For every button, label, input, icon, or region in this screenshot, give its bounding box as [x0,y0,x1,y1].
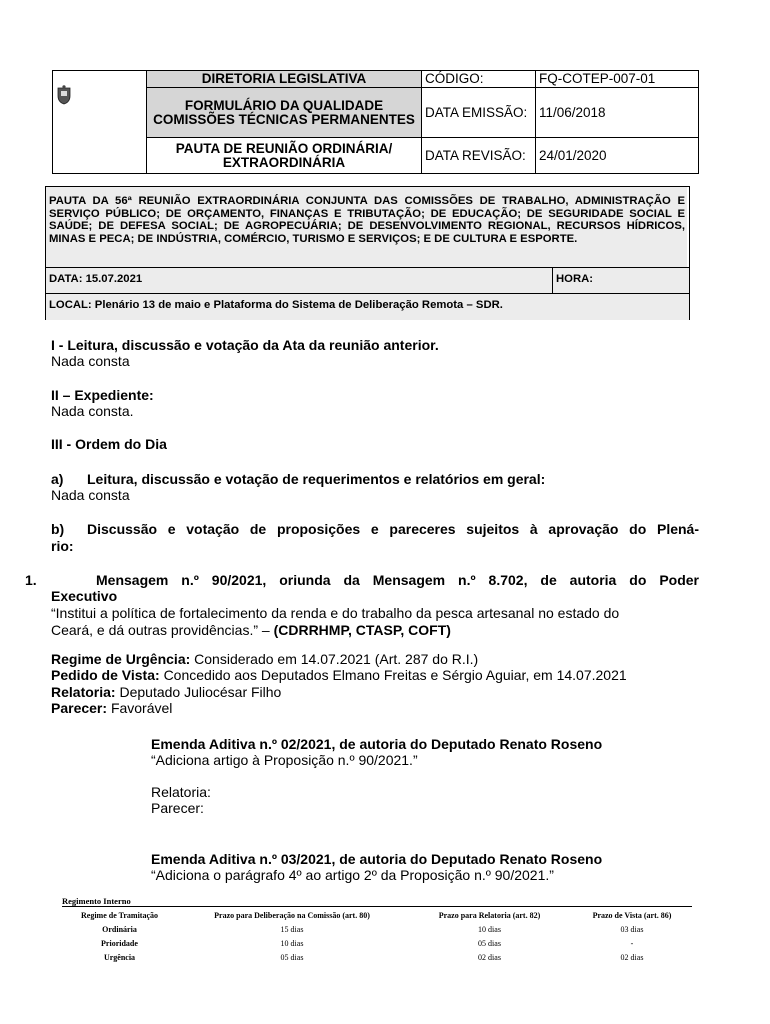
regime-line [51,651,478,667]
item-1-desc: “Institui a política de fortalecimento da renda e do trabalho da pesca artesanal no estado do [51,605,620,621]
item-1-desc-end: Ceará, e dá outras providências.” – [51,622,270,638]
agenda-title: PAUTA DA 56ª REUNIÃO EXTRAORDINÁRIA CONJUNTA DAS COMISSÕES DE TRABALHO, ADMINISTRAÇÃO E SERVIÇO PÚBLICO; DE ORÇAMENTO, FINANÇAS E TRIBUTAÇÃO; DE EDUCAÇÃO; DE SEGURIDADE SOCIAL E SAÚDE; DE DEFESA SOCIAL; DE AGROPECUÁRIA; DE DESENVOLVIMENTO REGIONAL, RECURSOS HÍDRICOS, MINAS E PECA; DE INDÚSTRIA, COMÉRCIO, TURISMO E SERVIÇOS; E DE CULTURA E ESPORTE. [46,187,687,267]
revisao-value: 24/01/2020 [536,138,699,174]
regime-value: Considerado em 14.07.2021 (Art. 287 do R.I.) [194,651,479,667]
regime-label: Regime de Urgência: [51,651,191,667]
section-1-text: Nada consta [51,353,130,369]
form-title: FORMULÁRIO DA QUALIDADE COMISSÕES TÉCNICAS PERMANENTES [147,88,422,138]
item-1-title: Mensagem n.º 90/2021, oriunda da Mensagem n.º 8.702, de autoria do Poder [96,572,699,588]
table-cell: 02 dias [478,952,501,962]
vista-line [51,667,627,683]
item-1-title-cont: Executivo [51,588,118,604]
section-1-title: I - Leitura, discussão e votação da Ata da reunião anterior. [51,337,439,353]
table-row [62,936,692,950]
regimento-header: Prazo para Relatoria (art. 82) [438,910,541,920]
date-row [46,267,689,294]
amendment-1-text: “Adiciona artigo à Proposição n.º 90/2021.” [151,752,418,768]
amendment-1-parecer: Parecer: [151,800,204,816]
regimento-table [62,908,692,964]
table-cell: 10 dias [280,938,304,948]
amendment-1-relatoria: Relatoria: [151,784,211,800]
emblem-icon [56,85,72,105]
section-2-title: II – Expediente: [51,387,154,403]
regime-name: Urgência [103,952,136,962]
vista-label: Pedido de Vista: [51,667,160,683]
parecer-value: Favorável [110,700,173,716]
regimento-header: Prazo de Vista (art. 86) [592,910,672,920]
regime-name: Ordinária [102,924,137,934]
row-divider [552,268,553,294]
table-row [62,922,692,936]
item-a-text: Nada consta [51,487,130,503]
header-table [52,70,699,174]
item-b-title-cont: rio: [51,538,74,554]
table-cell: 02 dias [620,952,644,962]
agenda-box [45,186,690,320]
relatoria-label: Relatoria: [51,684,116,700]
regime-name: Prioridade [101,938,138,948]
codigo-value: FQ-COTEP-007-01 [536,71,699,88]
parecer-label: Parecer: [51,700,108,716]
emissao-label: DATA EMISSÃO: [422,88,536,138]
regimento-header: Prazo para Deliberação na Comissão (art. 80) [214,910,370,920]
item-a-title: Leitura, discussão e votação de requerimentos e relatórios em geral: [87,471,546,487]
table-cell: 03 dias [620,924,644,934]
codigo-label: CÓDIGO: [422,71,536,88]
item-b-title: Discussão e votação de proposições e pareceres sujeitos à aprovação do Plená- [87,521,699,537]
table-cell: 05 dias [280,952,304,962]
regimento-header-row [62,908,692,922]
agenda-hour: HORA: [556,273,594,285]
regimento-header: Regime de Tramitação [80,910,158,920]
parecer-line [51,700,172,716]
item-1-commissions: (CDRRHMP, CTASP, COFT) [273,622,451,638]
regimento-divider [62,906,692,907]
table-row [62,950,692,964]
agenda-local: LOCAL: Plenário 13 de maio e Plataforma do Sistema de Deliberação Remota – SDR. [49,299,503,311]
item-1-number: 1. [25,572,37,588]
local-row [46,293,689,320]
item-1-desc-cont [51,622,451,638]
amendment-2-text: “Adiciona o parágrafo 4º ao artigo 2º da Proposição n.º 90/2021.” [151,867,554,883]
relatoria-value: Deputado Juliocésar Filho [119,684,282,700]
revisao-label: DATA REVISÃO: [422,138,536,174]
table-cell: - [630,938,634,948]
doc-title: PAUTA DE REUNIÃO ORDINÁRIA/ EXTRAORDINÁRIA [147,138,422,174]
table-cell: 15 dias [280,924,304,934]
agenda-date: DATA: 15.07.2021 [49,273,143,285]
emissao-value: 11/06/2018 [536,88,699,138]
table-cell: 05 dias [478,938,501,948]
item-b-letter: b) [51,521,65,537]
relatoria-line [51,684,281,700]
vista-value: Concedido aos Deputados Elmano Freitas e Sérgio Aguiar, em 14.07.2021 [163,667,627,683]
table-cell: 10 dias [478,924,501,934]
amendment-2-title: Emenda Aditiva n.º 03/2021, de autoria do Deputado Renato Roseno [151,851,603,867]
amendment-1-title: Emenda Aditiva n.º 02/2021, de autoria do Deputado Renato Roseno [151,736,603,752]
section-2-text: Nada consta. [51,403,134,419]
item-a-letter: a) [51,471,64,487]
section-3-title: III - Ordem do Dia [51,436,167,452]
header-title: DIRETORIA LEGISLATIVA [147,71,422,88]
regimento-title: Regimento Interno [62,896,131,906]
